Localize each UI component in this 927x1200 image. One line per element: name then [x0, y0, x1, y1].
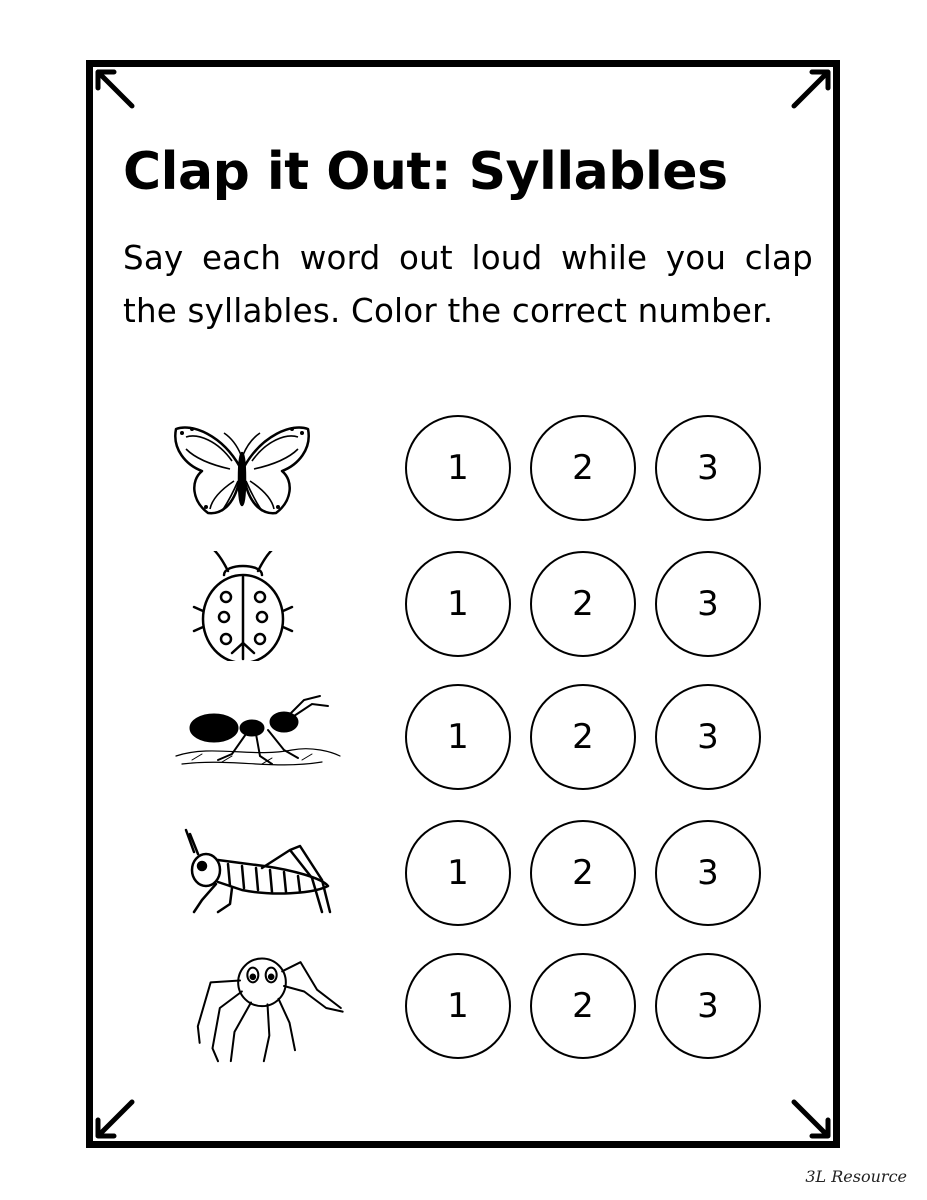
worksheet-title: Clap it Out: Syllables [123, 142, 728, 202]
syllable-option-3[interactable]: 3 [655, 820, 761, 926]
syllable-option-2[interactable]: 2 [530, 953, 636, 1059]
syllable-option-3[interactable]: 3 [655, 551, 761, 657]
ladybug-icon [172, 551, 352, 661]
syllable-option-2[interactable]: 2 [530, 820, 636, 926]
ant-icon [172, 684, 352, 794]
question-row-ladybug [0, 551, 927, 661]
question-row-grasshopper [0, 820, 927, 930]
spider-icon [172, 953, 352, 1063]
corner-arrow-icon [92, 1098, 136, 1142]
question-row-ant [0, 684, 927, 794]
syllable-option-2[interactable]: 2 [530, 415, 636, 521]
butterfly-icon [172, 415, 352, 525]
syllable-option-2[interactable]: 2 [530, 551, 636, 657]
brand-signature: 3L Resource [805, 1167, 907, 1186]
question-row-spider [0, 953, 927, 1063]
question-row-butterfly [0, 415, 927, 525]
grasshopper-icon [172, 820, 352, 930]
syllable-option-3[interactable]: 3 [655, 953, 761, 1059]
syllable-option-1[interactable]: 1 [405, 415, 511, 521]
syllable-option-1[interactable]: 1 [405, 551, 511, 657]
syllable-option-1[interactable]: 1 [405, 820, 511, 926]
syllable-option-1[interactable]: 1 [405, 684, 511, 790]
syllable-option-3[interactable]: 3 [655, 684, 761, 790]
worksheet-instructions: Say each word out loud while you clap the syllables. Color the correct number. [123, 239, 813, 330]
syllable-option-3[interactable]: 3 [655, 415, 761, 521]
syllable-option-2[interactable]: 2 [530, 684, 636, 790]
corner-arrow-icon [790, 66, 834, 110]
syllable-option-1[interactable]: 1 [405, 953, 511, 1059]
corner-arrow-icon [790, 1098, 834, 1142]
corner-arrow-icon [92, 66, 136, 110]
